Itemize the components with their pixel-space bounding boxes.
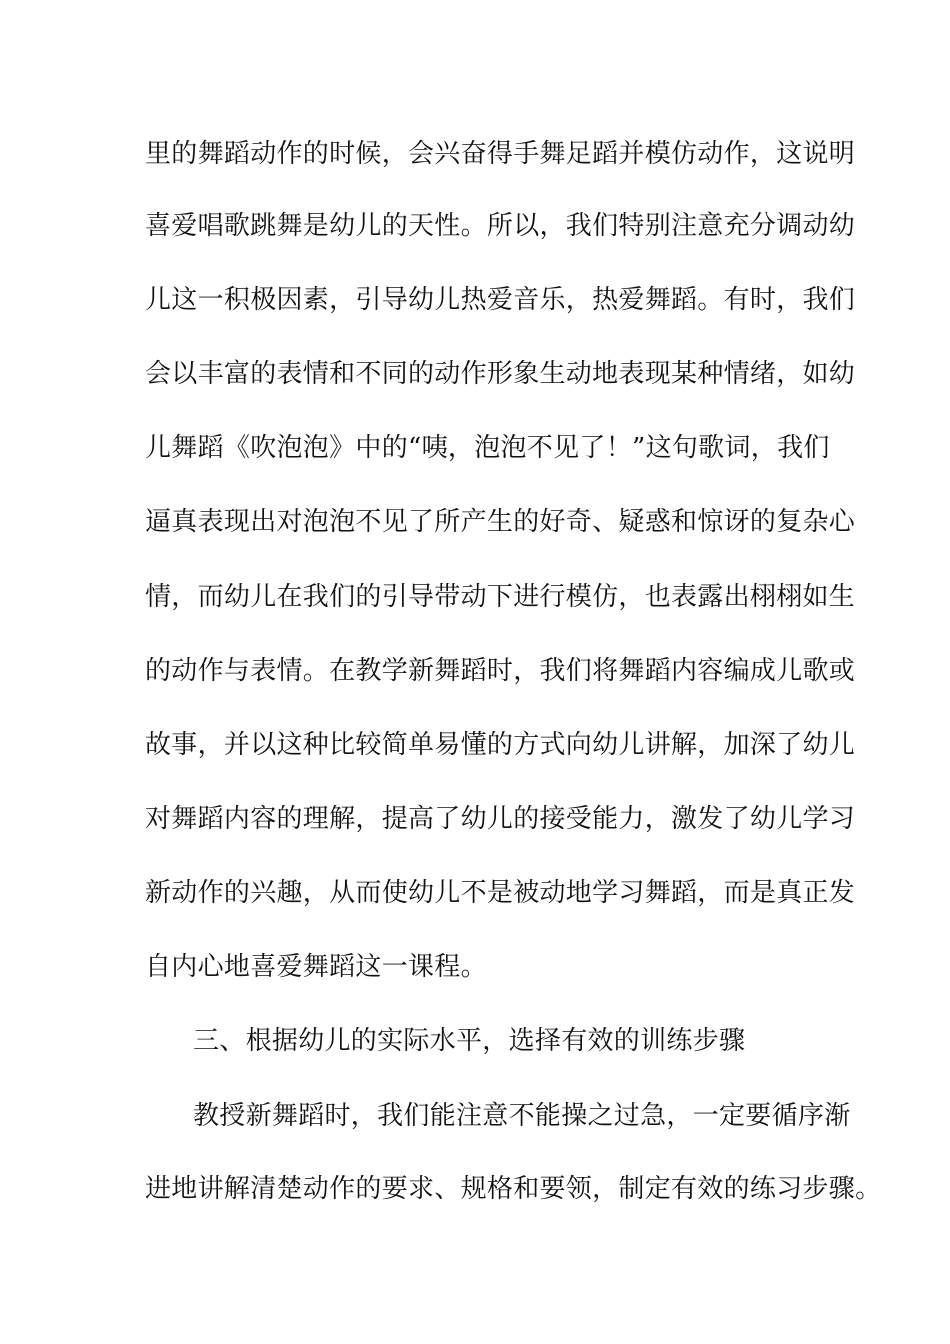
paragraph-line: 故事，并以这种比较简单易懂的方式向幼儿讲解，加深了幼儿 (145, 730, 856, 760)
paragraph-line: 的动作与表情。在教学新舞蹈时，我们将舞蹈内容编成儿歌或 (145, 656, 856, 686)
paragraph-line: 喜爱唱歌跳舞是幼儿的天性。所以，我们特别注意充分调动幼 (145, 211, 856, 241)
paragraph-line: 里的舞蹈动作的时候，会兴奋得手舞足蹈并模仿动作，这说明 (145, 139, 856, 169)
paragraph-line: 对舞蹈内容的理解，提高了幼儿的接受能力，激发了幼儿学习 (145, 804, 856, 834)
paragraph-line: 会以丰富的表情和不同的动作形象生动地表现某种情绪，如幼 (145, 359, 856, 389)
paragraph-line: 进地讲解清楚动作的要求、规格和要领，制定有效的练习步骤。 (145, 1174, 882, 1204)
paragraph-line: 儿舞蹈《吹泡泡》中的“咦，泡泡不见了！”这句歌词，我们 (145, 433, 830, 463)
paragraph-line: 教授新舞蹈时，我们能注意不能操之过急，一定要循序渐 (193, 1101, 851, 1131)
paragraph-line: 逼真表现出对泡泡不见了所产生的好奇、疑惑和惊讶的复杂心 (145, 507, 856, 537)
paragraph-line: 情，而幼儿在我们的引导带动下进行模仿，也表露出栩栩如生 (145, 582, 856, 612)
paragraph-line: 儿这一积极因素，引导幼儿热爱音乐，热爱舞蹈。有时，我们 (145, 285, 856, 315)
paragraph-line: 自内心地喜爱舞蹈这一课程。 (145, 952, 487, 982)
paragraph-line: 新动作的兴趣，从而使幼儿不是被动地学习舞蹈，而是真正发 (145, 878, 856, 908)
section-heading: 三、根据幼儿的实际水平，选择有效的训练步骤 (193, 1026, 746, 1056)
